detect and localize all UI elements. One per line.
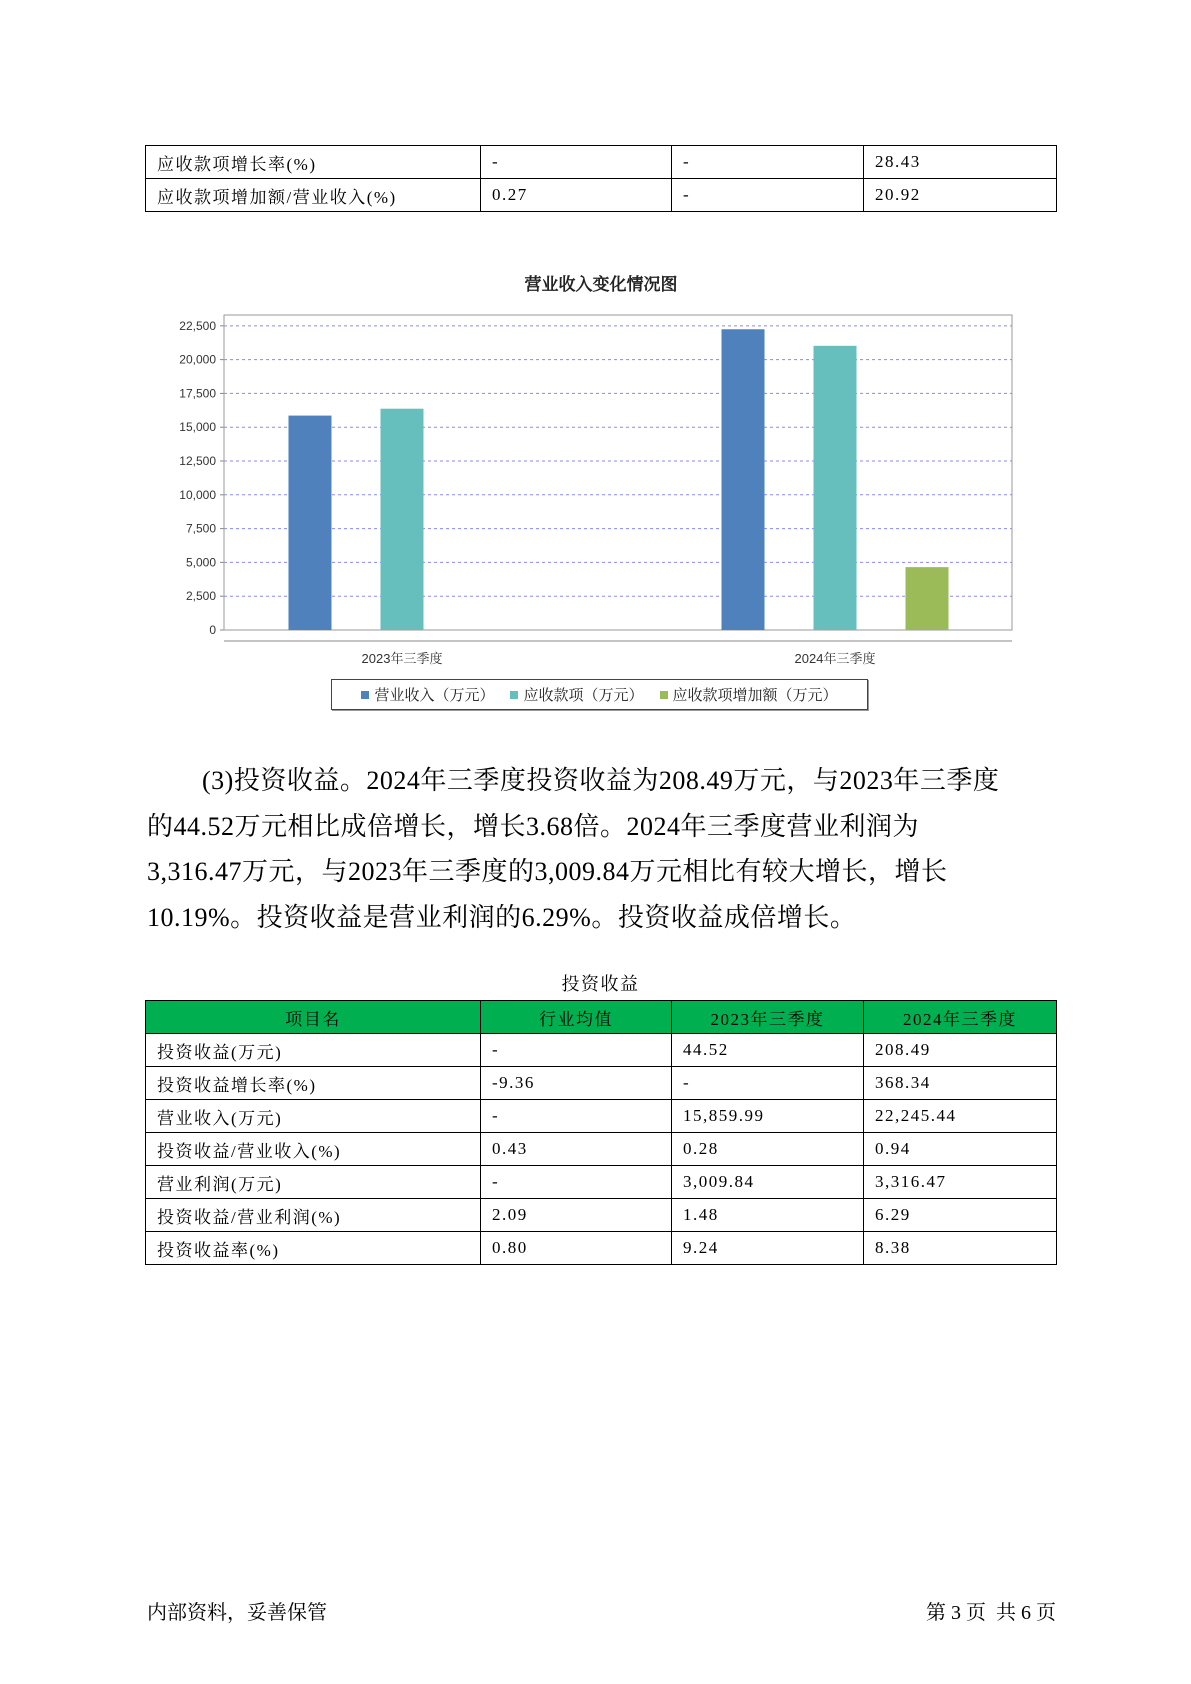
value-cell: 0.28 (672, 1133, 864, 1166)
row-label-cell: 应收款项增长率(%) (146, 146, 481, 179)
value-cell: - (481, 1100, 672, 1133)
value-cell: 3,009.84 (672, 1166, 864, 1199)
bar-1-2 (906, 567, 949, 630)
table-row (146, 179, 1057, 212)
paragraph-line: 3,316.47万元，与2023年三季度的3,009.84万元相比有较大增长，增长 (147, 857, 948, 886)
value-cell: 0.43 (481, 1133, 672, 1166)
value-cell: 28.43 (864, 146, 1057, 179)
legend-swatch-revenue (361, 691, 369, 699)
y-tick-label: 22,500 (179, 318, 216, 333)
paragraph-line: 10.19%。投资收益是营业利润的6.29%。投资收益成倍增长。 (147, 902, 857, 932)
bar-1-1 (814, 346, 857, 630)
legend-swatch-receivables (510, 691, 518, 699)
row-label-cell: 投资收益/营业利润(%) (146, 1199, 481, 1232)
table-row (146, 146, 1057, 179)
value-cell: - (672, 1067, 864, 1100)
x-category-label: 2024年三季度 (794, 651, 876, 666)
table-caption: 投资收益 (561, 974, 640, 994)
table-row (146, 1133, 1057, 1166)
value-cell: 1.48 (672, 1199, 864, 1232)
value-cell: 8.38 (864, 1232, 1057, 1265)
legend-label-receivables: 应收款项（万元） (523, 687, 644, 704)
investment-income-paragraph (147, 758, 1077, 940)
receivables-table (145, 145, 1057, 212)
row-label-cell: 投资收益(万元) (146, 1034, 481, 1067)
y-tick-label: 17,500 (179, 386, 216, 401)
value-cell: 0.94 (864, 1133, 1057, 1166)
footer-page-number: 第 3 页 共 6 页 (926, 1602, 1056, 1624)
value-cell: 3,316.47 (864, 1166, 1057, 1199)
y-tick-label: 10,000 (179, 487, 216, 502)
investment-table-body (146, 1034, 1057, 1265)
y-tick-label: 2,500 (185, 589, 216, 604)
value-cell: - (481, 1034, 672, 1067)
legend-item-revenue (361, 684, 494, 705)
y-tick-label: 7,500 (185, 521, 216, 536)
value-cell: 20.92 (864, 179, 1057, 212)
legend-item-receivables-increase (660, 684, 838, 705)
receivables-table-body (146, 146, 1057, 212)
y-tick-label: 12,500 (179, 454, 216, 469)
value-cell: - (672, 179, 864, 212)
bar-1-0 (722, 329, 765, 630)
row-label-cell: 营业利润(万元) (146, 1166, 481, 1199)
chart-title: 营业收入变化情况图 (524, 275, 678, 294)
table-row (146, 1232, 1057, 1265)
investment-income-table (145, 1000, 1057, 1265)
y-tick-label: 5,000 (185, 555, 216, 570)
legend-swatch-receivables-increase (660, 691, 668, 699)
header-cell: 项目名 (146, 1001, 481, 1034)
table-row (146, 1034, 1057, 1067)
chart-legend (331, 679, 868, 710)
row-label-cell: 投资收益/营业收入(%) (146, 1133, 481, 1166)
x-category-label: 2023年三季度 (361, 651, 443, 666)
table-row (146, 1067, 1057, 1100)
bar-0-1 (381, 409, 424, 630)
table-header-row (146, 1001, 1057, 1034)
value-cell: 368.34 (864, 1067, 1057, 1100)
chart-bars (289, 329, 949, 630)
value-cell: 22,245.44 (864, 1100, 1057, 1133)
bar-0-0 (289, 416, 332, 630)
row-label-cell: 投资收益率(%) (146, 1232, 481, 1265)
row-label-cell: 应收款项增加额/营业收入(%) (146, 179, 481, 212)
value-cell: 0.80 (481, 1232, 672, 1265)
legend-label-revenue: 营业收入（万元） (374, 687, 495, 704)
paragraph-line: 的44.52万元相比成倍增长，增长3.68倍。2024年三季度营业利润为 (147, 811, 920, 841)
legend-label-receivables-increase: 应收款项增加额（万元） (672, 687, 838, 704)
value-cell: 0.27 (481, 179, 672, 212)
chart-category-labels (362, 651, 876, 666)
value-cell: - (481, 146, 672, 179)
value-cell: - (672, 146, 864, 179)
value-cell: 6.29 (864, 1199, 1057, 1232)
plot-frame (224, 315, 1012, 630)
value-cell: -9.36 (481, 1067, 672, 1100)
header-cell: 2023年三季度 (672, 1001, 864, 1034)
row-label-cell: 投资收益增长率(%) (146, 1067, 481, 1100)
header-cell: 行业均值 (481, 1001, 672, 1034)
legend-item-receivables (510, 684, 643, 705)
row-label-cell: 营业收入(万元) (146, 1100, 481, 1133)
table-row (146, 1166, 1057, 1199)
header-cell: 2024年三季度 (864, 1001, 1057, 1034)
footer-confidential-note: 内部资料，妥善保管 (147, 1602, 327, 1624)
value-cell: 44.52 (672, 1034, 864, 1067)
value-cell: 15,859.99 (672, 1100, 864, 1133)
value-cell: 9.24 (672, 1232, 864, 1265)
value-cell: 2.09 (481, 1199, 672, 1232)
table-row (146, 1100, 1057, 1133)
table-row (146, 1199, 1057, 1232)
y-tick-label: 20,000 (179, 352, 216, 367)
revenue-chart (0, 260, 1191, 680)
value-cell: 208.49 (864, 1034, 1057, 1067)
y-tick-label: 0 (209, 623, 216, 637)
y-tick-label: 15,000 (179, 420, 216, 435)
paragraph-line: (3)投资收益。2024年三季度投资收益为208.49万元，与2023年三季度 (202, 766, 1000, 795)
value-cell: - (481, 1166, 672, 1199)
